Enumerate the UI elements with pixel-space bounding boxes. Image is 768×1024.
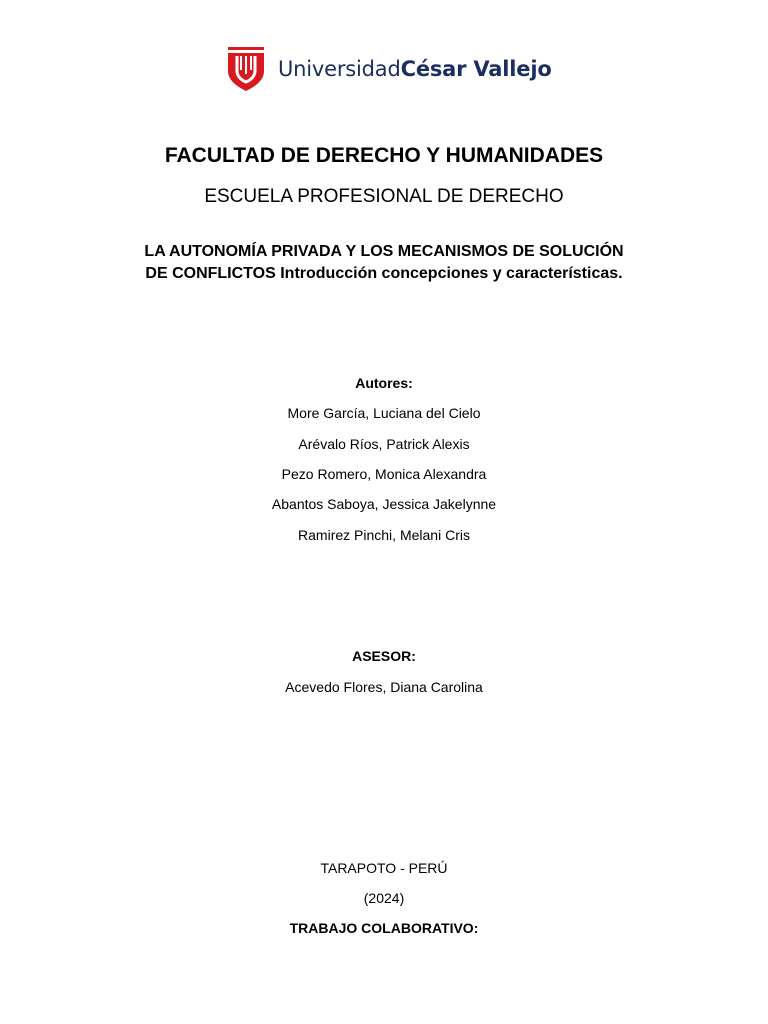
university-name-bold: César Vallejo xyxy=(400,57,552,81)
author-name: More García, Luciana del Cielo xyxy=(287,405,481,421)
document-title xyxy=(0,241,768,285)
author-name: Pezo Romero, Monica Alexandra xyxy=(281,466,487,482)
title-line-1: LA AUTONOMÍA PRIVADA Y LOS MECANISMOS DE SOLUCIÓN xyxy=(144,243,624,260)
university-name-regular: Universidad xyxy=(278,57,401,81)
authors-label: Autores: xyxy=(355,375,413,391)
location: TARAPOTO - PERÚ xyxy=(320,860,448,876)
author-name: Abantos Saboya, Jessica Jakelynne xyxy=(271,496,497,512)
ucv-shield-icon xyxy=(228,47,264,91)
year: (2024) xyxy=(363,890,405,906)
university-name xyxy=(278,57,552,81)
work-type: TRABAJO COLABORATIVO: xyxy=(289,920,479,936)
school-heading: ESCUELA PROFESIONAL DE DERECHO xyxy=(204,186,564,207)
title-line-2-bold: DE CONFLICTOS xyxy=(145,265,276,282)
title-line-2 xyxy=(0,263,768,285)
university-logo xyxy=(228,46,552,92)
title-line-2-rest: Introducción concepciones y características. xyxy=(275,265,623,282)
advisor-label: ASESOR: xyxy=(352,648,416,664)
author-name: Ramirez Pinchi, Melani Cris xyxy=(298,527,470,543)
advisor-name: Acevedo Flores, Diana Carolina xyxy=(285,679,483,695)
faculty-heading: FACULTAD DE DERECHO Y HUMANIDADES xyxy=(164,144,604,167)
author-name: Arévalo Ríos, Patrick Alexis xyxy=(298,436,470,452)
